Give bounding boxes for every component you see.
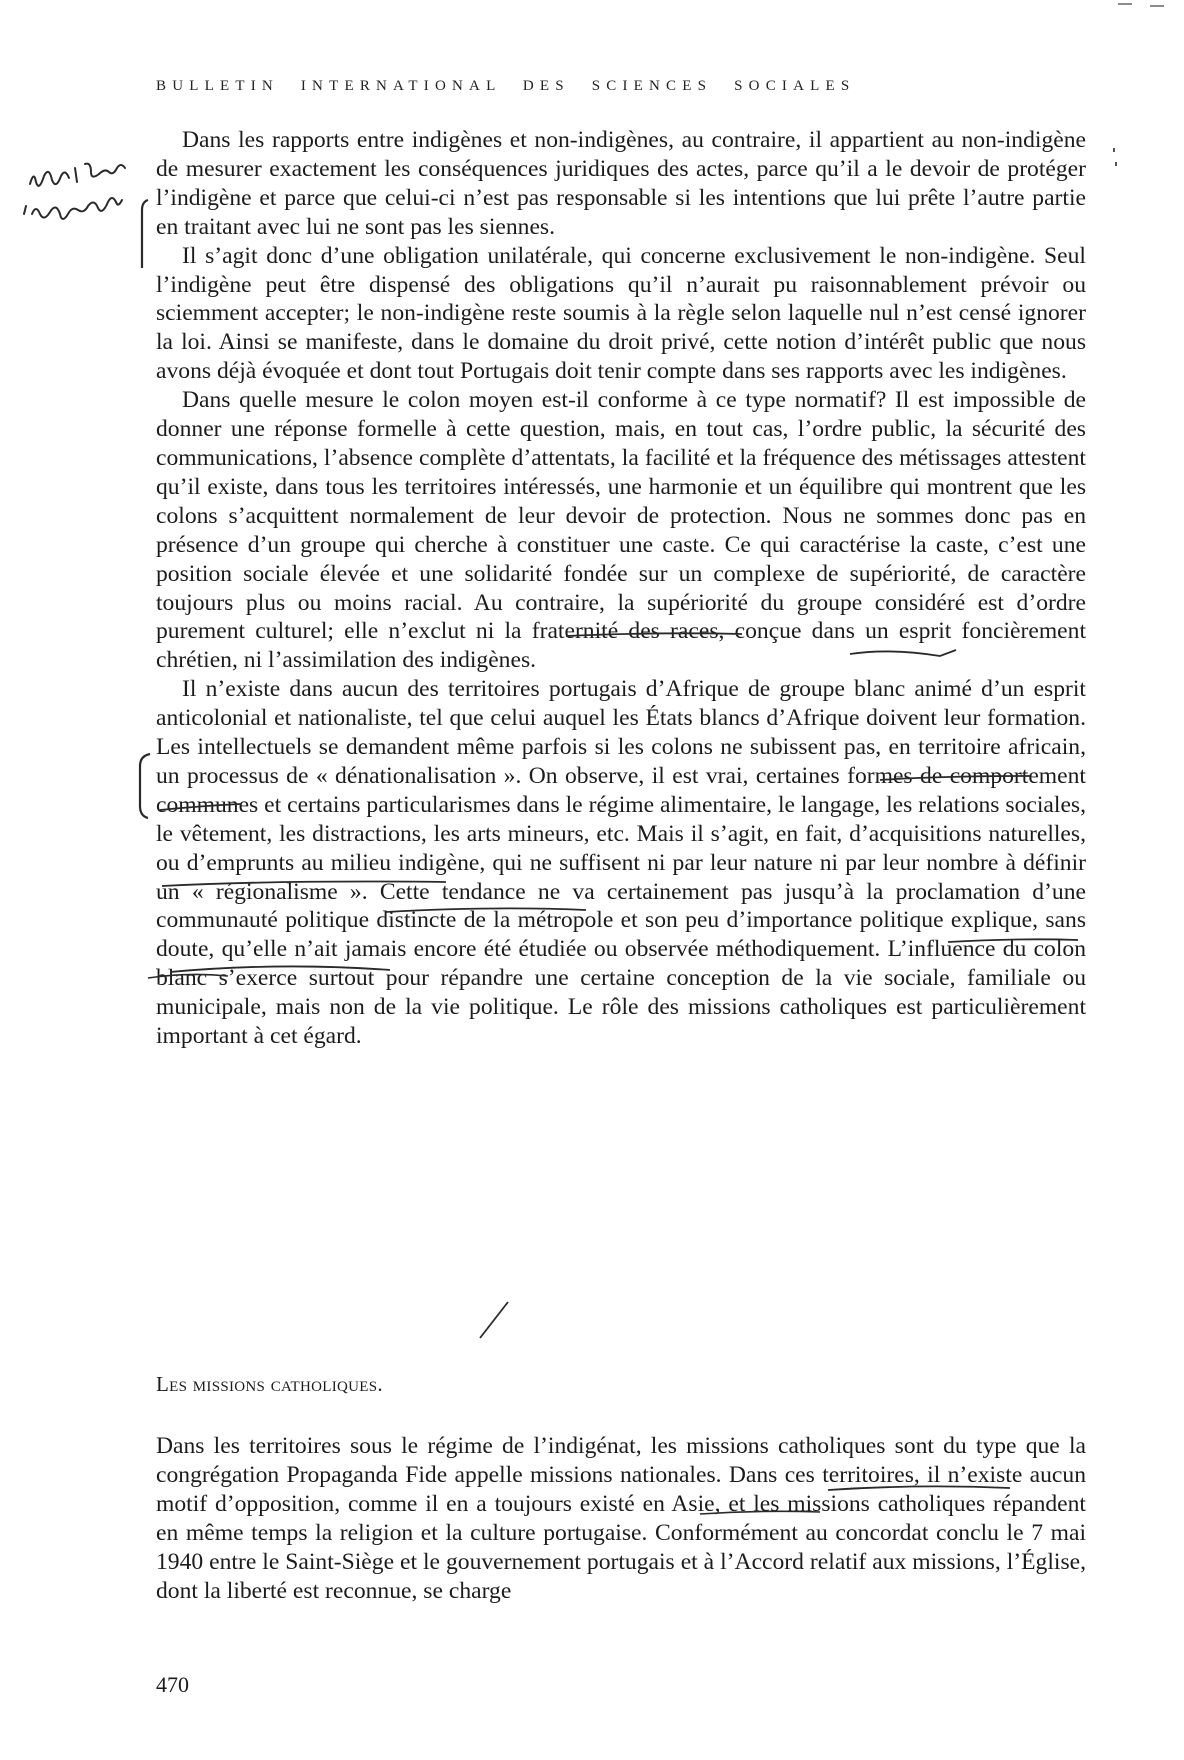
- page-number: 470: [156, 1672, 189, 1697]
- margin-bracket-middle: [140, 754, 150, 818]
- section-paragraph: Dans les territoires sous le régime de l’indigénat, les missions catholiques sont du type que la congrégation Propaganda Fide appelle missions nationales. Dans ces territoires, il n’existe aucun motif d’opposition, comme il en a toujours existé en Asie, et les missions catholiques répandent en même temps la religion et la culture portugaise. Conformément au concordat conclu le 7 mai 1940 entre le Saint-Siège et le gouvernement portugais et à l’Accord relatif aux missions, l’Église, dont la liberté est reconnue, se charge: [156, 1433, 1086, 1604]
- paragraph-2: Il s’agit donc d’une obligation unilatérale, qui concerne exclusivement le non-indigène. Seul l’indigène peut être dispensé des obligations qu’il n’aurait pu raisonnablement prévoir ou sciemment accepter; le non-indigène reste soumis à la règle selon laquelle nul n’est censé ignorer la loi. Ainsi se manifeste, dans le domaine du droit privé, cette notion d’intérêt public que nous avons déjà évoquée et dont tout Portugais doit tenir compte dans ses rapports avec les indigènes.: [156, 242, 1086, 385]
- section-heading-text: Les missions catholiques.: [156, 1372, 383, 1396]
- running-head: BULLETIN INTERNATIONAL DES SCIENCES SOCIALES: [156, 78, 856, 94]
- paragraph-3: Dans quelle mesure le colon moyen est-il conforme à ce type normatif? Il est impossible de donner une réponse formelle à cette question, mais, en tout cas, l’ordre public, la sécurité des communications, l’absence complète d’attentats, la facilité et la fréquence des métissages attestent qu’il existe, dans tous les territoires intéressés, une harmonie et un équilibre qui montrent que les colons s’acquittent normalement de leur devoir de protection. Nous ne sommes donc pas en présence d’un groupe qui cherche à constituer une caste. Ce qui caractérise la caste, c’est une position sociale élevée et une solidarité fondée sur un complexe de supériorité, de caractère toujours plus ou moins racial. Au contraire, la supériorité du groupe considéré est d’ordre purement culturel; elle n’exclut ni la fraternité des races, conçue dans un esprit foncièrement chrétien, ni l’assimilation des indigènes.: [156, 387, 1086, 674]
- section-heading: [156, 1372, 383, 1397]
- main-text-body: [156, 126, 1086, 1051]
- margin-handwriting: [24, 164, 125, 219]
- corner-marks: [1118, 4, 1164, 6]
- section-text-body: [156, 1432, 1086, 1605]
- paragraph-4: Il n’existe dans aucun des territoires portugais d’Afrique de groupe blanc animé d’un esprit anticolonial et nationaliste, tel que celui auquel les États blancs d’Afrique doivent leur formation. Les intellectuels se demandent même parfois si les colons ne subissent pas, en territoire africain, un processus de « dénationalisation ». On observe, il est vrai, certaines formes de comportement communes et certains particularismes dans le régime alimentaire, le langage, les relations sociales, le vêtement, les distractions, les arts mineurs, etc. Mais il s’agit, en fait, d’acquisitions naturelles, ou d’emprunts au milieu indigène, qui ne suffisent ni par leur nature ni par leur nombre à définir un « régionalisme ». Cette tendance ne va certainement pas jusqu’à la proclamation d’une communauté politique distincte de la métropole et son peu d’importance politique explique, sans doute, qu’elle n’ait jamais encore été étudiée ou observée méthodiquement. L’influence du colon blanc s’exerce surtout pour répandre une certaine conception de la vie sociale, familiale ou municipale, mais non de la vie politique. Le rôle des missions catholiques est particulièrement important à cet égard.: [156, 676, 1086, 1050]
- right-margin-dots: [1114, 148, 1116, 166]
- paragraph-end-slash: [480, 1302, 508, 1338]
- margin-bracket-top: [142, 200, 148, 268]
- paragraph-1: Dans les rapports entre indigènes et non-indigènes, au contraire, il appartient au non-indigène de mesurer exactement les conséquences juridiques des actes, parce qu’il a le devoir de protéger l’indigène et parce que celui-ci n’est pas responsable si les intentions que lui prête l’autre partie en traitant avec lui ne sont pas les siennes.: [156, 127, 1086, 240]
